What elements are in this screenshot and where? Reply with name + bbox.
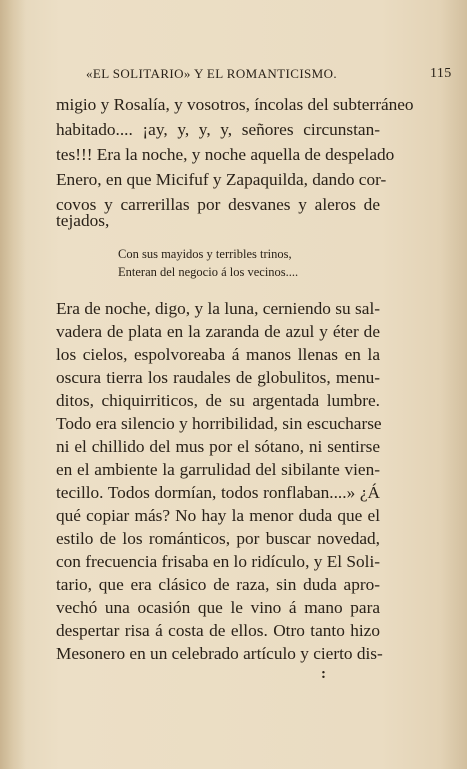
text-line: qué copiar más? No hay la menor duda que el bbox=[56, 506, 380, 525]
text-line: ditos, chiquirriticos, de su argentada lumbre. bbox=[56, 391, 380, 410]
text-line: tes!!! Era la noche, y noche aquella de despelado bbox=[56, 145, 395, 164]
page-gutter bbox=[0, 0, 26, 769]
catchword: : bbox=[321, 666, 326, 682]
verse-line: Con sus mayidos y terribles trinos, bbox=[118, 247, 292, 261]
text-line: Era de noche, digo, y la luna, cerniendo su sal- bbox=[56, 299, 380, 318]
running-head bbox=[86, 66, 452, 82]
text-line: vadera de plata en la zaranda de azul y éter de bbox=[56, 322, 380, 341]
running-title: «EL SOLITARIO» Y EL ROMANTICISMO. bbox=[86, 66, 338, 81]
text-line: tecillo. Todos dormían, todos ronflaban....» ¿Á bbox=[56, 483, 380, 502]
text-line: tejados, bbox=[56, 211, 110, 230]
text-line: covos y carrerillas por desvanes y aleros de bbox=[56, 195, 380, 214]
text-line: habitado.... ¡ay, y, y, y, señores circunstan- bbox=[56, 120, 380, 139]
text-line: Mesonero en un celebrado artículo y cierto dis- bbox=[56, 644, 383, 663]
text-line: migio y Rosalía, y vosotros, íncolas del subterráneo bbox=[56, 95, 414, 114]
page-number: 115 bbox=[430, 66, 452, 81]
verse-line: Enteran del negocio á los vecinos.... bbox=[118, 265, 299, 279]
text-line: despertar risa á costa de ellos. Otro tanto hizo bbox=[56, 621, 380, 640]
text-line: en el ambiente la garrulidad del sibilante vien- bbox=[56, 460, 380, 479]
text-line: oscura tierra los raudales de globulitos, menu- bbox=[56, 368, 380, 387]
text-line: tario, que era clásico de raza, sin duda apro- bbox=[56, 575, 380, 594]
text-line: vechó una ocasión que le vino á mano para bbox=[56, 598, 380, 617]
text-line: Enero, en que Micifuf y Zapaquilda, dando cor- bbox=[56, 170, 387, 189]
text-line: ni el chillido del mus por el sótano, ni sentirse bbox=[56, 437, 380, 456]
text-line: Todo era silencio y horribilidad, sin escucharse bbox=[56, 414, 382, 433]
text-line: los cielos, espolvoreaba á manos llenas en la bbox=[56, 345, 380, 364]
text-line: con frecuencia frisaba en lo ridículo, y El Soli- bbox=[56, 552, 380, 571]
text-line: estilo de los románticos, por buscar novedad, bbox=[56, 529, 380, 548]
